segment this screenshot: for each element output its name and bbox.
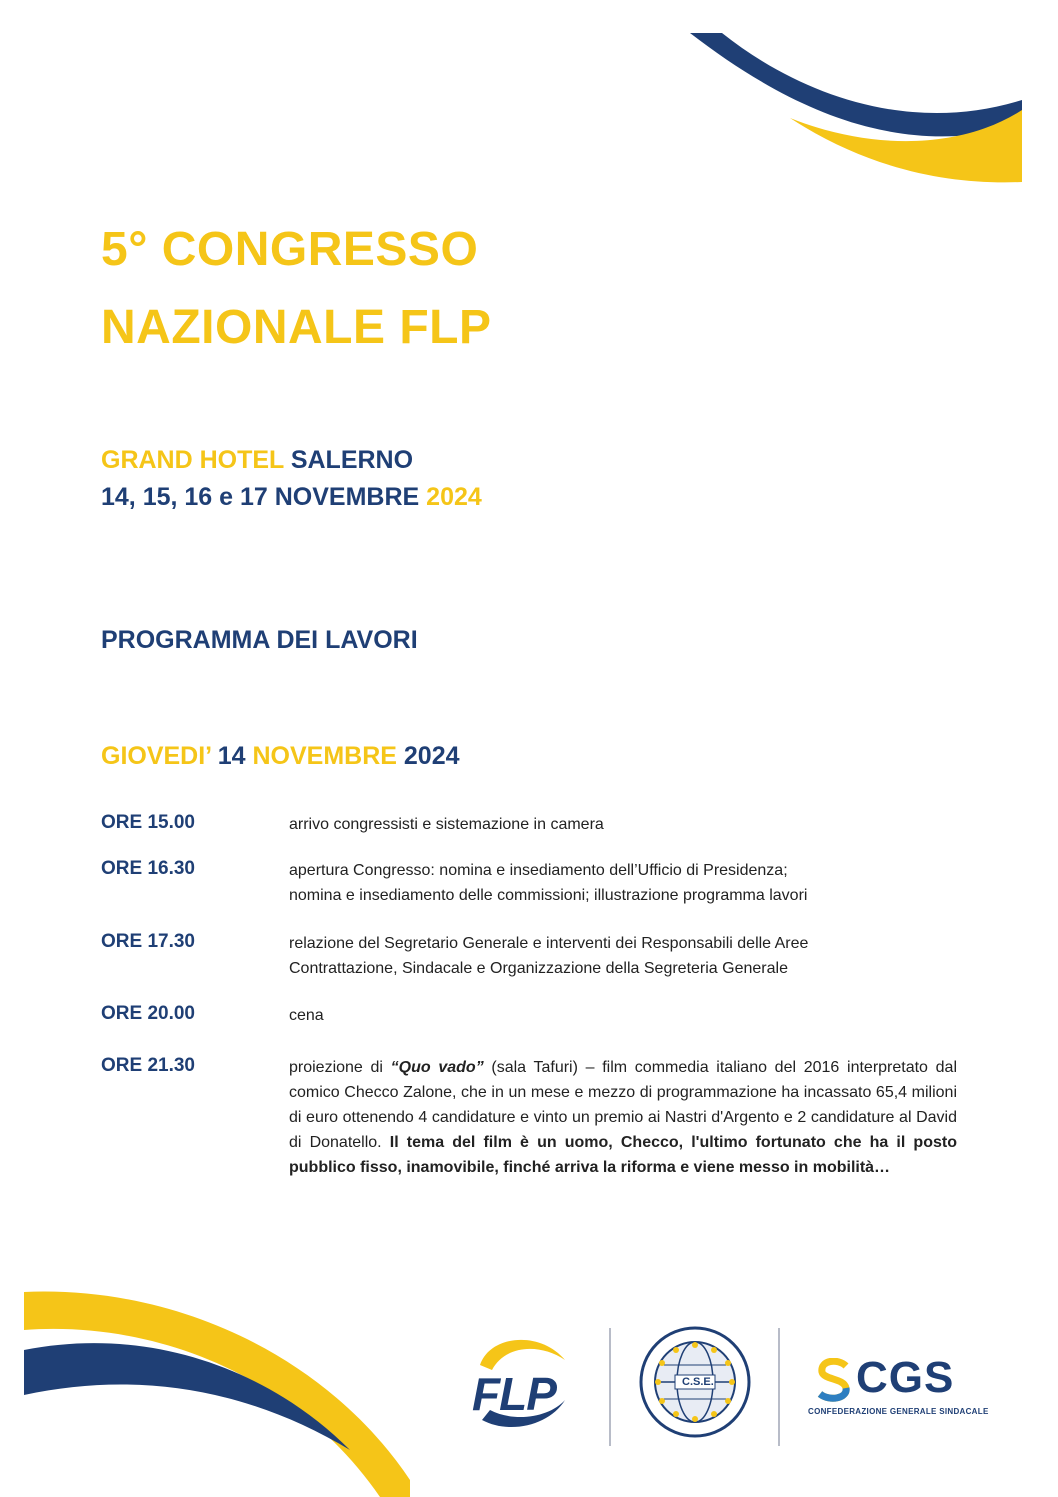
congress-year: 2024 <box>426 483 482 511</box>
venue-hotel: GRAND HOTEL <box>101 446 284 474</box>
day-heading <box>101 742 460 771</box>
venue-city: SALERNO <box>290 446 414 474</box>
schedule-line: relazione del Segretario Generale e interventi dei Responsabili delle Aree <box>289 935 809 952</box>
schedule-description-film <box>289 1055 957 1180</box>
schedule-time: ORE 21.30 <box>101 1055 195 1076</box>
venue-line <box>101 446 413 475</box>
schedule-time: ORE 16.30 <box>101 858 195 879</box>
film-details: (sala Tafuri) – film commedia italiano del 2016 interpretato dal comico Checco Zalone, che in un mese e mezzo di programmazione ha incassato 65,4 milioni di euro ottenendo 4 candidature e vinto un premio ai Nastri d'Argento e 2 candidature al David di Donatello. <box>289 1059 957 1151</box>
day-year: 2024 <box>403 742 460 770</box>
schedule-time: ORE 20.00 <box>101 1003 195 1024</box>
cgs-logo-subtitle: CONFEDERAZIONE GENERALE SINDACALE <box>808 1407 989 1416</box>
flp-logo <box>470 1325 570 1450</box>
flp-logo-text: FLP <box>472 1368 556 1420</box>
congress-dates: 14, 15, 16 e 17 NOVEMBRE <box>101 483 420 511</box>
cgs-logo <box>806 1325 1016 1450</box>
schedule-line: cena <box>289 1007 324 1024</box>
schedule-line: apertura Congresso: nomina e insediamento dell’Ufficio di Presidenza; <box>289 862 788 879</box>
schedule-time: ORE 17.30 <box>101 931 195 952</box>
cse-logo <box>638 1325 753 1450</box>
schedule-line: Contrattazione, Sindacale e Organizzazione della Segreteria Generale <box>289 960 788 977</box>
schedule-description <box>289 812 957 837</box>
program-heading: PROGRAMMA DEI LAVORI <box>101 626 418 654</box>
film-intro: proiezione di <box>289 1059 391 1076</box>
dates-line <box>101 483 482 512</box>
logo-divider <box>609 1328 611 1446</box>
film-theme: Il tema del film è un uomo, Checco, l'ultimo fortunato che ha il posto pubblico fisso, inamovibile, finché arriva la riforma e viene messo in mobilità… <box>289 1134 957 1176</box>
cse-logo-text: C.S.E. <box>682 1376 714 1388</box>
schedule-time: ORE 15.00 <box>101 812 195 833</box>
schedule-description <box>289 858 957 908</box>
cgs-s-symbol-icon <box>816 1358 852 1402</box>
congress-title-line2: NAZIONALE FLP <box>101 301 492 354</box>
bottom-left-swoosh-decoration <box>0 1270 440 1497</box>
cgs-logo-text: CGS <box>856 1353 955 1402</box>
day-month: NOVEMBRE <box>252 742 397 770</box>
schedule-line: nomina e insediamento delle commissioni; illustrazione programma lavori <box>289 887 808 904</box>
day-number: 14 <box>217 742 246 770</box>
schedule-description <box>289 1003 957 1028</box>
congress-title-line1: 5° CONGRESSO <box>101 223 479 276</box>
film-title: “Quo vado” <box>390 1059 484 1076</box>
logo-divider <box>778 1328 780 1446</box>
schedule-description <box>289 931 957 981</box>
day-weekday: GIOVEDI’ <box>101 742 211 770</box>
top-right-swoosh-decoration <box>0 0 1058 200</box>
schedule-line: arrivo congressisti e sistemazione in camera <box>289 816 604 833</box>
